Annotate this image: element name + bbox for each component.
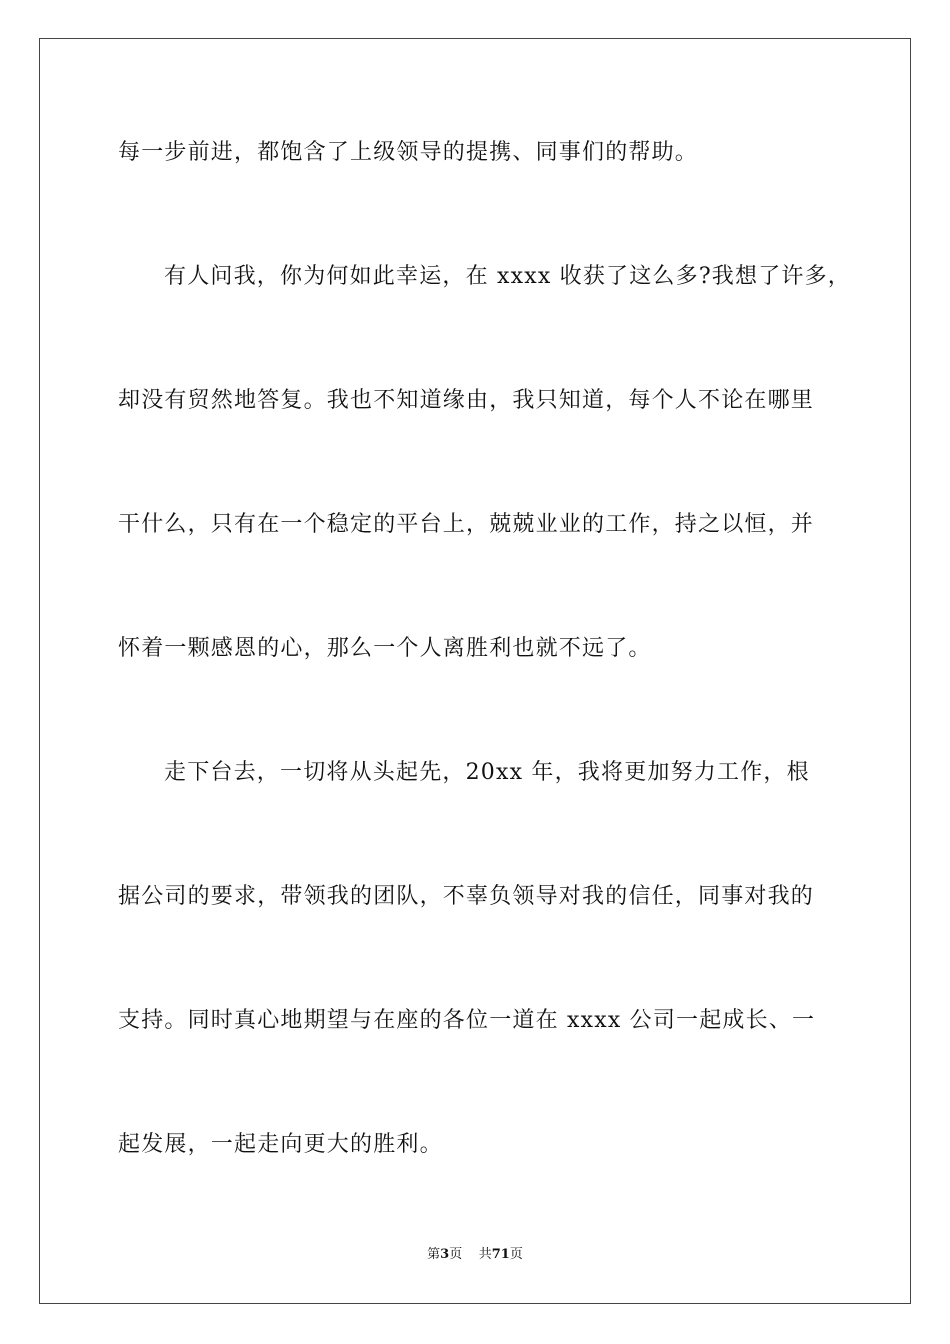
text-line: 却没有贸然地答复。我也不知道缘由，我只知道，每个人不论在哪里 [118,388,815,413]
total-prefix: 共 [478,1247,492,1262]
text-line: 据公司的要求，带领我的团队，不辜负领导对我的信任，同事对我的 [118,884,815,909]
text-line: 走下台去，一切将从头起先，20xx 年，我将更加努力工作，根 [164,760,810,785]
text-line: 干什么，只有在一个稳定的平台上，兢兢业业的工作，持之以恒，并 [118,512,815,537]
page-number: 3 [440,1247,450,1262]
text-line: 每一步前进，都饱含了上级领导的提携、同事们的帮助。 [118,140,699,165]
text-line: 支持。同时真心地期望与在座的各位一道在 xxxx 公司一起成长、一 [118,1008,816,1033]
total-pages: 71 [491,1247,510,1262]
page-prefix: 第 [427,1247,441,1262]
page-suffix: 页 [449,1247,463,1262]
text-line: 有人问我，你为何如此幸运，在 xxxx 收获了这么多?我想了许多， [164,264,852,289]
page-footer [0,1246,950,1264]
total-suffix: 页 [509,1247,523,1262]
text-line: 起发展，一起走向更大的胜利。 [118,1132,443,1157]
page-border [39,38,911,1304]
text-line: 怀着一颗感恩的心，那么一个人离胜利也就不远了。 [118,636,652,661]
